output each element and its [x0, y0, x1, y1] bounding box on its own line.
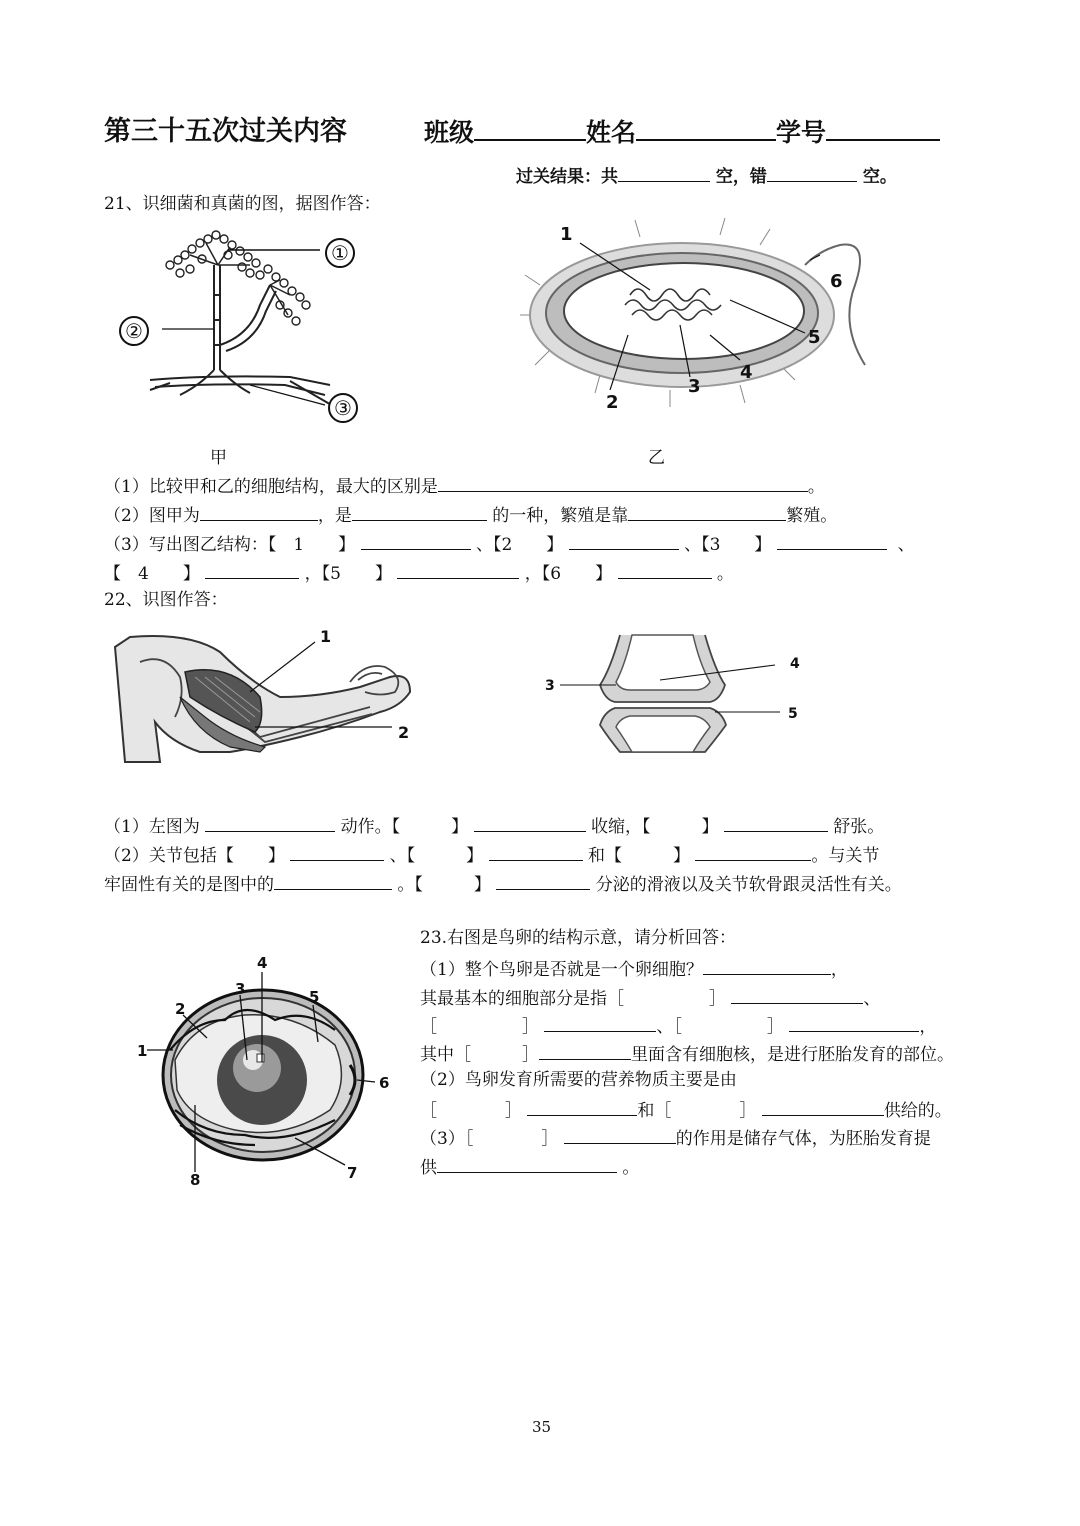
- q23-line7-b: 的作用是储存气体，为胚胎发育提: [675, 1129, 931, 1149]
- q22-part1-d: 舒张。: [833, 817, 885, 837]
- sporangia-cluster: [166, 231, 310, 325]
- arm-label-1: 1: [320, 627, 332, 646]
- class-label: 班级: [424, 118, 475, 147]
- egg-label-5: 5: [309, 988, 320, 1006]
- q23-line8-a: 供: [420, 1158, 437, 1178]
- q21-part2-a: （2）图甲为: [104, 506, 200, 526]
- q21-answer-struct-3[interactable]: [777, 531, 887, 550]
- mold-label-1: ①: [331, 241, 349, 265]
- q23-line6: [420, 1097, 952, 1122]
- q23-line4-b: 里面含有细胞核，是进行胚胎发育的部位。: [631, 1045, 954, 1065]
- q23-line3-b: 、［ ］: [656, 1017, 784, 1037]
- q21-answer-reproduction[interactable]: [628, 502, 786, 521]
- q23-line3-c: ，: [919, 1017, 937, 1037]
- q21-answer-struct-4[interactable]: [205, 560, 299, 579]
- q23-answer-cell-part-1[interactable]: [731, 985, 863, 1004]
- q21-part1-end: 。: [807, 477, 825, 497]
- q21-answer-struct-2[interactable]: [569, 531, 679, 550]
- q21-part3-c: 、【3 】: [684, 535, 772, 555]
- arm-label-2: 2: [398, 723, 410, 742]
- fig-b-caption: 乙: [648, 448, 665, 468]
- student-id-label: 学号: [776, 118, 827, 147]
- result-mid: 空，错: [715, 167, 767, 187]
- q22-part2-b: 、【 】: [389, 846, 484, 866]
- q21-part2: [104, 502, 837, 527]
- q23-line1-a: （1）整个鸟卵是否就是一个卵细胞？: [420, 960, 703, 980]
- q23-line1: [420, 956, 848, 981]
- q21-part1-text: （1）比较甲和乙的细胞结构，最大的区别是: [104, 477, 438, 497]
- name-label: 姓名: [586, 118, 637, 147]
- q23-line7-a: （3）［ ］: [420, 1129, 559, 1149]
- student-id-field[interactable]: [826, 115, 940, 141]
- bacterium-label-1: 1: [560, 224, 573, 245]
- q23-line8: [420, 1154, 639, 1179]
- class-field[interactable]: [474, 115, 586, 141]
- page-title: 第三十五次过关内容: [104, 116, 347, 147]
- q23-line4-a: 其中［ ］: [420, 1045, 539, 1065]
- egg-label-4: 4: [257, 954, 268, 972]
- q22-answer-action[interactable]: [205, 813, 335, 832]
- q23-answer-germinal-disc[interactable]: [539, 1041, 631, 1060]
- q23-line3: [420, 1013, 936, 1038]
- q23-line6-a: ［ ］: [420, 1101, 522, 1121]
- result-suffix: 空。: [862, 167, 897, 187]
- mold-label-3: ③: [334, 396, 352, 420]
- q23-answer-cell-part-3[interactable]: [789, 1013, 919, 1032]
- q23-answer-nutrient-2[interactable]: [762, 1097, 884, 1116]
- q22-answer-contract[interactable]: [474, 813, 586, 832]
- egg-figure: [135, 950, 400, 1190]
- total-blanks-field[interactable]: [618, 163, 710, 182]
- q23-line6-b: 和［ ］: [637, 1101, 757, 1121]
- q23-line2: [420, 985, 880, 1010]
- q21-part3-b: 、【2 】: [475, 535, 564, 555]
- bacterium-label-4: 4: [740, 362, 753, 383]
- q21-answer-type[interactable]: [352, 502, 487, 521]
- egg-label-3: 3: [235, 980, 246, 998]
- q23-line7: [420, 1125, 931, 1150]
- result-prefix: 过关结果：共: [516, 167, 618, 187]
- q23-answer-air-cell[interactable]: [564, 1125, 676, 1144]
- q21-part3: [104, 531, 915, 556]
- bacterium-label-3: 3: [688, 376, 701, 397]
- q23-line8-b: 。: [622, 1158, 640, 1178]
- q21-part2-b: ，是: [317, 506, 352, 526]
- q23-answer-nutrient-1[interactable]: [527, 1097, 637, 1116]
- q22-part2-d: 。与关节: [811, 846, 880, 866]
- bacterium-figure: [520, 215, 890, 420]
- arm-figure: [110, 622, 430, 772]
- q21-prompt: 21、识细菌和真菌的图，据图作答：: [104, 194, 381, 214]
- q23-answer-cell-part-2[interactable]: [544, 1013, 656, 1032]
- q22-part3-a: 牢固性有关的是图中的: [104, 875, 274, 895]
- joint-label-4: 4: [790, 656, 800, 672]
- page-number: 35: [532, 1418, 552, 1436]
- q21-part2-c: 的一种，繁殖是靠: [492, 506, 629, 526]
- q21-part4-c: ，【6 】: [524, 564, 613, 584]
- egg-label-7: 7: [347, 1164, 358, 1182]
- q21-part1: [104, 473, 825, 498]
- student-info-row: [424, 115, 940, 151]
- q21-answer-struct-1[interactable]: [361, 531, 471, 550]
- q21-answer-struct-6[interactable]: [618, 560, 712, 579]
- result-row: [516, 163, 897, 188]
- bacterium-label-6: 6: [830, 271, 843, 292]
- name-field[interactable]: [636, 115, 776, 141]
- q21-answer-difference[interactable]: [438, 473, 808, 492]
- q22-part1-c: 收缩，【 】: [590, 817, 719, 837]
- q21-answer-figa[interactable]: [200, 502, 318, 521]
- q22-part3-b: 。【 】: [397, 875, 491, 895]
- q22-answer-joint-3[interactable]: [695, 842, 811, 861]
- q22-answer-relax[interactable]: [724, 813, 828, 832]
- q23-line5: （2）鸟卵发育所需要的营养物质主要是由: [420, 1070, 737, 1090]
- q21-part4-b: ，【5 】: [304, 564, 392, 584]
- q23-prompt: 23.右图是鸟卵的结构示意，请分析回答：: [420, 928, 737, 948]
- joint-label-5: 5: [788, 706, 798, 722]
- q21-part3-d: 、: [897, 535, 915, 555]
- q22-answer-firmness[interactable]: [274, 871, 392, 890]
- mold-label-2: ②: [125, 319, 143, 343]
- q23-line6-c: 供给的。: [883, 1101, 952, 1121]
- q21-part4-d: 。: [716, 564, 734, 584]
- q21-part3-a: （3）写出图乙结构：【 1 】: [104, 535, 356, 555]
- q21-part4: [104, 560, 734, 585]
- joint-label-3: 3: [545, 678, 555, 694]
- q22-part1-b: 动作。【 】: [340, 817, 469, 837]
- q22-part2-a: （2）关节包括【 】: [104, 846, 285, 866]
- egg-label-1: 1: [137, 1042, 148, 1060]
- q21-answer-struct-5[interactable]: [397, 560, 519, 579]
- joint-figure: [540, 630, 810, 755]
- q23-line2-a: 其最基本的细胞部分是指［ ］: [420, 989, 726, 1009]
- egg-label-8: 8: [190, 1171, 201, 1189]
- q22-part1: [104, 813, 884, 838]
- q23-line1-b: ，: [830, 960, 848, 980]
- q22-answer-joint-1[interactable]: [290, 842, 384, 861]
- q23-line4: [420, 1041, 954, 1066]
- q22-part3-c: 分泌的滑液以及关节软骨跟灵活性有关。: [595, 875, 902, 895]
- q22-part1-a: （1）左图为: [104, 817, 200, 837]
- q22-answer-joint-2[interactable]: [489, 842, 583, 861]
- wrong-blanks-field[interactable]: [767, 163, 857, 182]
- q23-line2-b: 、: [863, 989, 881, 1009]
- q23-line3-a: ［ ］: [420, 1017, 539, 1037]
- fig-a-caption: 甲: [210, 448, 227, 468]
- q22-answer-synovial[interactable]: [496, 871, 590, 890]
- q22-part2: [104, 842, 879, 867]
- q21-part4-a: 【 4 】: [104, 564, 200, 584]
- bacterium-label-2: 2: [606, 392, 619, 413]
- bacterium-label-5: 5: [808, 327, 821, 348]
- q23-answer-is-cell[interactable]: [703, 956, 831, 975]
- egg-label-6: 6: [379, 1074, 390, 1092]
- q22-part2-c: 和【 】: [587, 846, 690, 866]
- egg-label-2: 2: [175, 1000, 186, 1018]
- mold-figure: [110, 225, 380, 425]
- q22-prompt: 22、识图作答：: [104, 590, 228, 610]
- q21-part2-d: 繁殖。: [786, 506, 838, 526]
- q23-answer-supply[interactable]: [437, 1154, 617, 1173]
- q22-part3: [104, 871, 902, 896]
